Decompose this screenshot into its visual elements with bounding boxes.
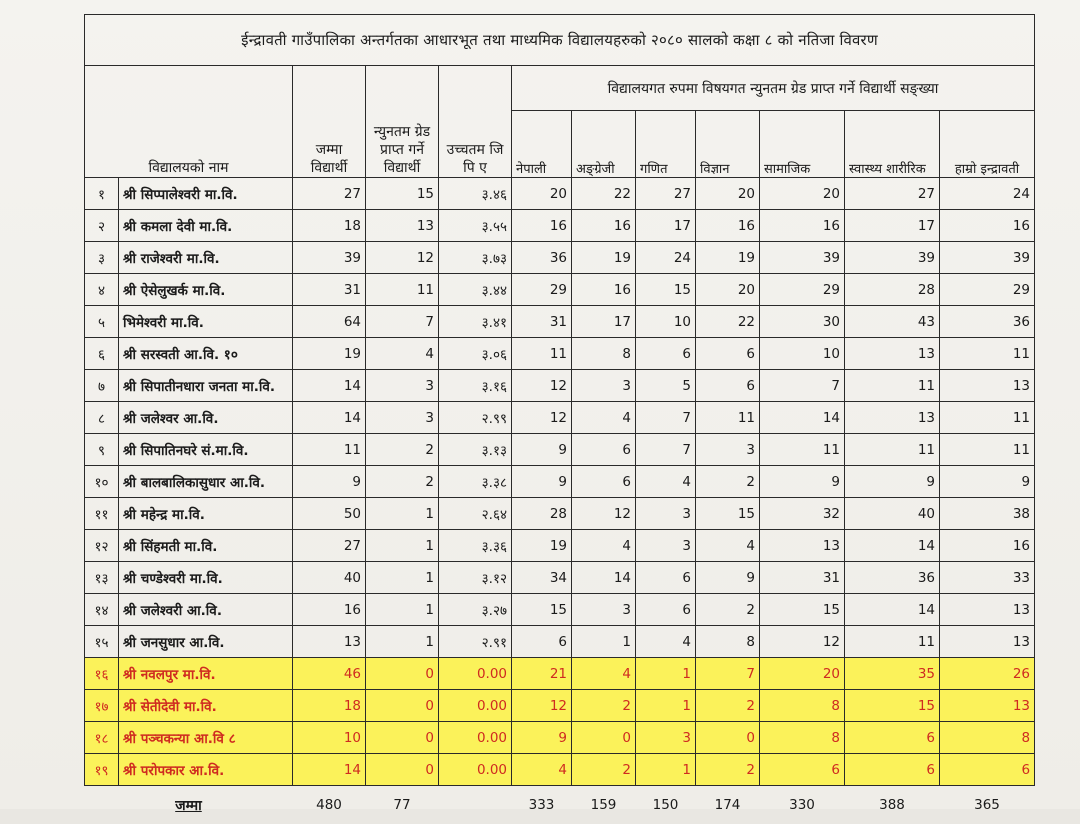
english-count: 1 <box>572 626 636 658</box>
min-grade-students: 1 <box>366 594 439 626</box>
social-count: 13 <box>760 530 845 562</box>
health-count: 39 <box>845 242 940 274</box>
science-count: 19 <box>696 242 760 274</box>
social-count: 6 <box>760 754 845 786</box>
total-students: 64 <box>293 306 366 338</box>
school-serial-number: ५ <box>85 306 119 338</box>
school-name: श्री परोपकार आ.वि. <box>119 754 293 786</box>
min-grade-students: 0 <box>366 690 439 722</box>
school-serial-number: १० <box>85 466 119 498</box>
indrawati-count: 13 <box>940 370 1035 402</box>
header-min-grade-students: न्युनतम ग्रेड प्राप्त गर्ने विद्यार्थी <box>366 66 439 178</box>
social-count: 15 <box>760 594 845 626</box>
results-body <box>85 178 1035 786</box>
total-students: 19 <box>293 338 366 370</box>
nepali-count: 6 <box>512 626 572 658</box>
total-students: 39 <box>293 242 366 274</box>
health-count: 27 <box>845 178 940 210</box>
min-grade-students: 0 <box>366 658 439 690</box>
table-row <box>85 370 1035 402</box>
highest-gpa: 0.00 <box>439 690 512 722</box>
school-name: श्री सेतीदेवी मा.वि. <box>119 690 293 722</box>
highest-gpa: ३.४६ <box>439 178 512 210</box>
social-count: 7 <box>760 370 845 402</box>
english-count: 0 <box>572 722 636 754</box>
total-students: 18 <box>293 690 366 722</box>
table-row <box>85 402 1035 434</box>
social-count: 16 <box>760 210 845 242</box>
results-table <box>84 14 1035 824</box>
highest-gpa: ३.५५ <box>439 210 512 242</box>
science-count: 6 <box>696 370 760 402</box>
science-count: 9 <box>696 562 760 594</box>
header-total-students: जम्मा विद्यार्थी <box>293 66 366 178</box>
school-serial-number: ८ <box>85 402 119 434</box>
nepali-count: 9 <box>512 722 572 754</box>
header-subject-group: विद्यालयगत रुपमा विषयगत न्युनतम ग्रेड प्राप्त गर्ने विद्यार्थी सङ्ख्या <box>512 66 1035 111</box>
math-count: 7 <box>636 434 696 466</box>
school-name: श्री राजेश्वरी मा.वि. <box>119 242 293 274</box>
min-grade-students: 1 <box>366 530 439 562</box>
table-row <box>85 626 1035 658</box>
min-grade-students: 1 <box>366 498 439 530</box>
school-name: श्री सिप्पालेश्वरी मा.वि. <box>119 178 293 210</box>
highest-gpa: 0.00 <box>439 754 512 786</box>
table-row <box>85 338 1035 370</box>
table-row <box>85 530 1035 562</box>
indrawati-count: 13 <box>940 626 1035 658</box>
school-serial-number: ७ <box>85 370 119 402</box>
indrawati-count: 11 <box>940 338 1035 370</box>
social-count: 30 <box>760 306 845 338</box>
nepali-count: 9 <box>512 466 572 498</box>
social-count: 31 <box>760 562 845 594</box>
science-count: 2 <box>696 754 760 786</box>
school-serial-number: २ <box>85 210 119 242</box>
health-count: 35 <box>845 658 940 690</box>
english-count: 6 <box>572 466 636 498</box>
indrawati-count: 6 <box>940 754 1035 786</box>
table-row <box>85 242 1035 274</box>
header-highest-gpa: उच्चतम जि पि ए <box>439 66 512 178</box>
school-name: श्री नवलपुर मा.वि. <box>119 658 293 690</box>
indrawati-count: 11 <box>940 402 1035 434</box>
health-count: 36 <box>845 562 940 594</box>
english-count: 3 <box>572 594 636 626</box>
english-count: 2 <box>572 690 636 722</box>
school-serial-number: १७ <box>85 690 119 722</box>
total-students: 27 <box>293 178 366 210</box>
health-count: 28 <box>845 274 940 306</box>
school-serial-number: १९ <box>85 754 119 786</box>
highest-gpa: ३.१६ <box>439 370 512 402</box>
indrawati-count: 33 <box>940 562 1035 594</box>
highest-gpa: ३.१२ <box>439 562 512 594</box>
science-count: 4 <box>696 530 760 562</box>
school-name: श्री पञ्चकन्या आ.वि ८ <box>119 722 293 754</box>
nepali-count: 36 <box>512 242 572 274</box>
science-count: 6 <box>696 338 760 370</box>
social-count: 12 <box>760 626 845 658</box>
science-count: 16 <box>696 210 760 242</box>
social-count: 11 <box>760 434 845 466</box>
min-grade-students: 0 <box>366 722 439 754</box>
table-row <box>85 434 1035 466</box>
highest-gpa: २.९९ <box>439 402 512 434</box>
health-count: 15 <box>845 690 940 722</box>
math-count: 10 <box>636 306 696 338</box>
totals-label: जम्मा <box>85 786 293 824</box>
table-row <box>85 306 1035 338</box>
science-count: 2 <box>696 466 760 498</box>
table-row <box>85 722 1035 754</box>
school-serial-number: १३ <box>85 562 119 594</box>
math-count: 5 <box>636 370 696 402</box>
table-row <box>85 690 1035 722</box>
min-grade-students: 2 <box>366 466 439 498</box>
english-count: 22 <box>572 178 636 210</box>
nepali-count: 4 <box>512 754 572 786</box>
header-subject-nepali: नेपाली <box>512 111 572 178</box>
total-students: 13 <box>293 626 366 658</box>
indrawati-count: 24 <box>940 178 1035 210</box>
social-count: 8 <box>760 690 845 722</box>
totals-nepali: 333 <box>512 786 572 824</box>
school-serial-number: ३ <box>85 242 119 274</box>
science-count: 2 <box>696 690 760 722</box>
english-count: 6 <box>572 434 636 466</box>
school-name: श्री जनसुधार आ.वि. <box>119 626 293 658</box>
table-title: ईन्द्रावती गाउँपालिका अन्तर्गतका आधारभूत तथा माध्यमिक विद्यालयहरुको २०८० सालको कक्षा ८ को नतिजा विवरण <box>85 15 1035 66</box>
health-count: 9 <box>845 466 940 498</box>
health-count: 13 <box>845 402 940 434</box>
school-serial-number: १ <box>85 178 119 210</box>
school-name: श्री सिपातीनधारा जनता मा.वि. <box>119 370 293 402</box>
min-grade-students: 7 <box>366 306 439 338</box>
english-count: 4 <box>572 658 636 690</box>
table-row <box>85 658 1035 690</box>
health-count: 43 <box>845 306 940 338</box>
min-grade-students: 13 <box>366 210 439 242</box>
science-count: 11 <box>696 402 760 434</box>
science-count: 20 <box>696 178 760 210</box>
table-row <box>85 178 1035 210</box>
health-count: 6 <box>845 754 940 786</box>
english-count: 17 <box>572 306 636 338</box>
english-count: 19 <box>572 242 636 274</box>
health-count: 14 <box>845 594 940 626</box>
total-students: 40 <box>293 562 366 594</box>
science-count: 2 <box>696 594 760 626</box>
nepali-count: 28 <box>512 498 572 530</box>
indrawati-count: 13 <box>940 594 1035 626</box>
school-serial-number: ९ <box>85 434 119 466</box>
science-count: 8 <box>696 626 760 658</box>
math-count: 7 <box>636 402 696 434</box>
highest-gpa: 0.00 <box>439 658 512 690</box>
health-count: 11 <box>845 434 940 466</box>
total-students: 14 <box>293 370 366 402</box>
school-name: श्री ऐसेलुखर्क मा.वि. <box>119 274 293 306</box>
table-row <box>85 562 1035 594</box>
indrawati-count: 36 <box>940 306 1035 338</box>
indrawati-count: 8 <box>940 722 1035 754</box>
math-count: 3 <box>636 722 696 754</box>
indrawati-count: 16 <box>940 210 1035 242</box>
highest-gpa: ३.२७ <box>439 594 512 626</box>
min-grade-students: 11 <box>366 274 439 306</box>
min-grade-students: 4 <box>366 338 439 370</box>
science-count: 7 <box>696 658 760 690</box>
indrawati-count: 29 <box>940 274 1035 306</box>
totals-gpa <box>439 786 512 824</box>
table-row <box>85 594 1035 626</box>
indrawati-count: 9 <box>940 466 1035 498</box>
table-row <box>85 274 1035 306</box>
header-school-name: विद्यालयको नाम <box>85 66 293 178</box>
science-count: 3 <box>696 434 760 466</box>
nepali-count: 21 <box>512 658 572 690</box>
math-count: 6 <box>636 338 696 370</box>
english-count: 3 <box>572 370 636 402</box>
english-count: 12 <box>572 498 636 530</box>
nepali-count: 16 <box>512 210 572 242</box>
nepali-count: 11 <box>512 338 572 370</box>
math-count: 17 <box>636 210 696 242</box>
highest-gpa: ३.१३ <box>439 434 512 466</box>
social-count: 32 <box>760 498 845 530</box>
english-count: 16 <box>572 274 636 306</box>
math-count: 1 <box>636 754 696 786</box>
min-grade-students: 15 <box>366 178 439 210</box>
health-count: 40 <box>845 498 940 530</box>
school-name: श्री जलेश्वरी आ.वि. <box>119 594 293 626</box>
header-subject-health: स्वास्थ्य शारीरिक <box>845 111 940 178</box>
nepali-count: 31 <box>512 306 572 338</box>
school-serial-number: ६ <box>85 338 119 370</box>
english-count: 14 <box>572 562 636 594</box>
totals-row <box>85 786 1035 824</box>
totals-social: 330 <box>760 786 845 824</box>
highest-gpa: ३.४१ <box>439 306 512 338</box>
highest-gpa: ३.७३ <box>439 242 512 274</box>
header-subject-science: विज्ञान <box>696 111 760 178</box>
total-students: 14 <box>293 402 366 434</box>
social-count: 20 <box>760 178 845 210</box>
table-row <box>85 210 1035 242</box>
totals-total: 480 <box>293 786 366 824</box>
highest-gpa: ३.३६ <box>439 530 512 562</box>
school-serial-number: १८ <box>85 722 119 754</box>
school-name: श्री बालबालिकासुधार आ.वि. <box>119 466 293 498</box>
total-students: 27 <box>293 530 366 562</box>
math-count: 3 <box>636 498 696 530</box>
math-count: 27 <box>636 178 696 210</box>
total-students: 14 <box>293 754 366 786</box>
social-count: 9 <box>760 466 845 498</box>
header-subject-indrawati: हाम्रो इन्द्रावती <box>940 111 1035 178</box>
total-students: 31 <box>293 274 366 306</box>
school-serial-number: ११ <box>85 498 119 530</box>
total-students: 50 <box>293 498 366 530</box>
min-grade-students: 1 <box>366 562 439 594</box>
health-count: 11 <box>845 370 940 402</box>
health-count: 17 <box>845 210 940 242</box>
nepali-count: 20 <box>512 178 572 210</box>
table-row <box>85 498 1035 530</box>
nepali-count: 15 <box>512 594 572 626</box>
nepali-count: 29 <box>512 274 572 306</box>
school-serial-number: १६ <box>85 658 119 690</box>
indrawati-count: 38 <box>940 498 1035 530</box>
totals-min-grade: 77 <box>366 786 439 824</box>
highest-gpa: २.६४ <box>439 498 512 530</box>
english-count: 4 <box>572 402 636 434</box>
indrawati-count: 26 <box>940 658 1035 690</box>
header-subject-math: गणित <box>636 111 696 178</box>
highest-gpa: ३.३८ <box>439 466 512 498</box>
totals-english: 159 <box>572 786 636 824</box>
total-students: 11 <box>293 434 366 466</box>
health-count: 11 <box>845 626 940 658</box>
highest-gpa: २.९१ <box>439 626 512 658</box>
totals-math: 150 <box>636 786 696 824</box>
school-name: श्री सिंहमती मा.वि. <box>119 530 293 562</box>
social-count: 39 <box>760 242 845 274</box>
health-count: 6 <box>845 722 940 754</box>
school-serial-number: ४ <box>85 274 119 306</box>
math-count: 4 <box>636 466 696 498</box>
total-students: 16 <box>293 594 366 626</box>
totals-science: 174 <box>696 786 760 824</box>
table-row <box>85 754 1035 786</box>
math-count: 6 <box>636 594 696 626</box>
math-count: 4 <box>636 626 696 658</box>
min-grade-students: 3 <box>366 370 439 402</box>
social-count: 20 <box>760 658 845 690</box>
math-count: 1 <box>636 658 696 690</box>
math-count: 6 <box>636 562 696 594</box>
highest-gpa: ३.०६ <box>439 338 512 370</box>
nepali-count: 12 <box>512 402 572 434</box>
header-subject-social: सामाजिक <box>760 111 845 178</box>
math-count: 24 <box>636 242 696 274</box>
min-grade-students: 12 <box>366 242 439 274</box>
health-count: 14 <box>845 530 940 562</box>
nepali-count: 9 <box>512 434 572 466</box>
highest-gpa: 0.00 <box>439 722 512 754</box>
science-count: 15 <box>696 498 760 530</box>
english-count: 2 <box>572 754 636 786</box>
social-count: 29 <box>760 274 845 306</box>
school-name: श्री सरस्वती आ.वि. १० <box>119 338 293 370</box>
nepali-count: 12 <box>512 370 572 402</box>
min-grade-students: 2 <box>366 434 439 466</box>
math-count: 1 <box>636 690 696 722</box>
table-row <box>85 466 1035 498</box>
school-name: श्री चण्डेश्वरी मा.वि. <box>119 562 293 594</box>
header-subject-english: अङ्ग्रेजी <box>572 111 636 178</box>
english-count: 4 <box>572 530 636 562</box>
science-count: 0 <box>696 722 760 754</box>
total-students: 46 <box>293 658 366 690</box>
school-name: श्री महेन्द्र मा.वि. <box>119 498 293 530</box>
min-grade-students: 0 <box>366 754 439 786</box>
indrawati-count: 16 <box>940 530 1035 562</box>
science-count: 22 <box>696 306 760 338</box>
total-students: 9 <box>293 466 366 498</box>
total-students: 18 <box>293 210 366 242</box>
english-count: 16 <box>572 210 636 242</box>
school-serial-number: १२ <box>85 530 119 562</box>
total-students: 10 <box>293 722 366 754</box>
social-count: 14 <box>760 402 845 434</box>
indrawati-count: 11 <box>940 434 1035 466</box>
nepali-count: 34 <box>512 562 572 594</box>
school-serial-number: १४ <box>85 594 119 626</box>
school-name: श्री सिपातिनघरे सं.मा.वि. <box>119 434 293 466</box>
indrawati-count: 13 <box>940 690 1035 722</box>
totals-health: 388 <box>845 786 940 824</box>
social-count: 10 <box>760 338 845 370</box>
school-serial-number: १५ <box>85 626 119 658</box>
highest-gpa: ३.४४ <box>439 274 512 306</box>
min-grade-students: 1 <box>366 626 439 658</box>
totals-indrawati: 365 <box>940 786 1035 824</box>
math-count: 15 <box>636 274 696 306</box>
health-count: 13 <box>845 338 940 370</box>
science-count: 20 <box>696 274 760 306</box>
social-count: 8 <box>760 722 845 754</box>
school-name: श्री कमला देवी मा.वि. <box>119 210 293 242</box>
min-grade-students: 3 <box>366 402 439 434</box>
english-count: 8 <box>572 338 636 370</box>
math-count: 3 <box>636 530 696 562</box>
nepali-count: 12 <box>512 690 572 722</box>
school-name: भिमेश्वरी मा.वि. <box>119 306 293 338</box>
nepali-count: 19 <box>512 530 572 562</box>
school-name: श्री जलेश्वर आ.वि. <box>119 402 293 434</box>
indrawati-count: 39 <box>940 242 1035 274</box>
